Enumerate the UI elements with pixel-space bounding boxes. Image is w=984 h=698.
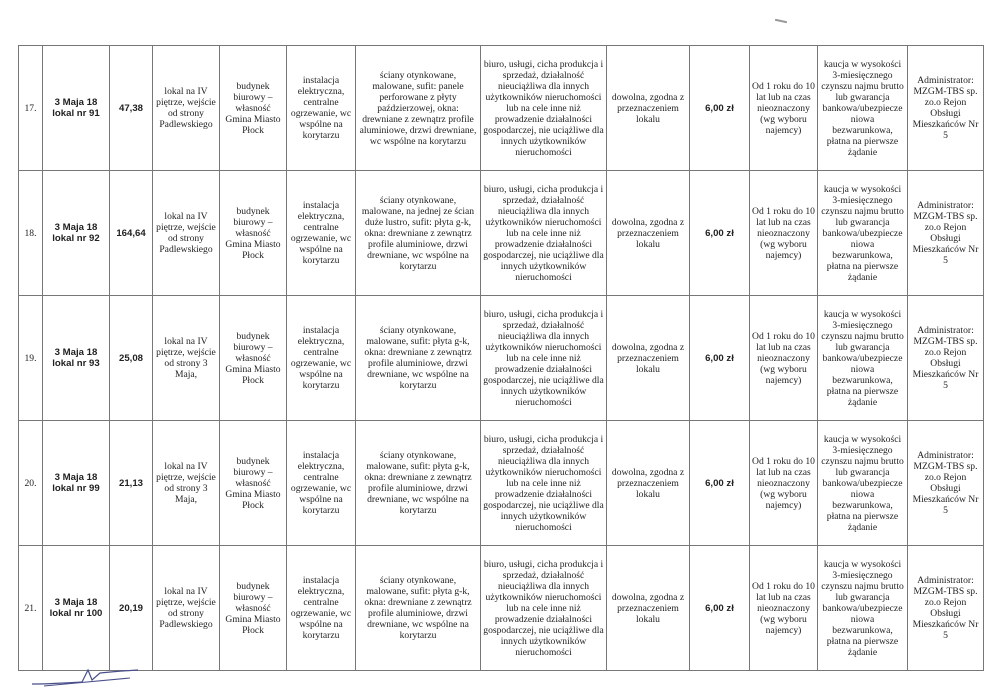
lease-period-cell: Od 1 roku do 10 lat lub na czas nieoznaczony (wg wyboru najemcy): [750, 421, 818, 546]
administrator-cell: Administrator: MZGM-TBS sp. zo.o Rejon Obsługi Mieszkańców Nr 5: [908, 171, 984, 296]
condition-cell: ściany otynkowane, malowane, sufit: płyta g-k, okna: drewniane z zewnątrz profile aluminiowe, drzwi drewniane, wc wspólne na korytarzu: [356, 546, 481, 671]
utilities-cell: instalacja elektryczna, centralne ogrzewanie, wc wspólne na korytarzu: [287, 171, 356, 296]
row-number: 19.: [19, 296, 43, 421]
row-number: 18.: [19, 171, 43, 296]
administrator-cell: Administrator: MZGM-TBS sp. zo.o Rejon Obsługi Mieszkańców Nr 5: [908, 546, 984, 671]
rent-cell: 6,00 zł: [690, 171, 750, 296]
location-cell: lokal na IV piętrze, wejście od strony Padlewskiego: [153, 46, 220, 171]
purpose-cell: biuro, usługi, cicha produkcja i sprzedaż, działalność nieuciążliwa dla innych użytkowników nieruchomości lub na cele inne niż prowadzenie działalności gospodarczej, nie uciążliwe dla innych użytkowników nieruchomości: [481, 546, 607, 671]
table-row: [19, 46, 984, 171]
lease-period-cell: Od 1 roku do 10 lat lub na czas nieoznaczony (wg wyboru najemcy): [750, 171, 818, 296]
address-cell: 3 Maja 18 lokal nr 92: [43, 171, 110, 296]
address-cell: 3 Maja 18 lokal nr 93: [43, 296, 110, 421]
deposit-cell: kaucja w wysokości 3-miesięcznego czynszu najmu brutto lub gwarancja bankowa/ubezpiecze niowa bezwarunkowa, płatna na pierwsze żądanie: [818, 421, 908, 546]
purpose-cell: biuro, usługi, cicha produkcja i sprzedaż, działalność nieuciążliwa dla innych użytkowników nieruchomości lub na cele inne niż prowadzenie działalności gospodarczej, nie uciążliwe dla innych użytkowników nieruchomości: [481, 46, 607, 171]
branch-cell: dowolna, zgodna z przeznaczeniem lokalu: [607, 296, 690, 421]
rent-cell: 6,00 zł: [690, 46, 750, 171]
condition-cell: ściany otynkowane, malowane, sufit: panele perforowane z płyty paździerzowej, okna: drewniane z zewnątrz profile aluminiowe, drzwi drewniane, wc wspólne na korytarzu: [356, 46, 481, 171]
area-cell: 21,13: [110, 421, 153, 546]
lease-period-cell: Od 1 roku do 10 lat lub na czas nieoznaczony (wg wyboru najemcy): [750, 546, 818, 671]
scan-mark: [775, 19, 787, 23]
location-cell: lokal na IV piętrze, wejście od strony Padlewskiego: [153, 171, 220, 296]
address-cell: 3 Maja 18 lokal nr 99: [43, 421, 110, 546]
condition-cell: ściany otynkowane, malowane, sufit: płyta g-k, okna: drewniane z zewnątrz profile aluminiowe, drzwi drewniane, wc wspólne na korytarzu: [356, 296, 481, 421]
row-number: 21.: [19, 546, 43, 671]
building-cell: budynek biurowy – własność Gmina Miasto Płock: [220, 171, 287, 296]
premises-table: [18, 45, 984, 671]
location-cell: lokal na IV piętrze, wejście od strony Padlewskiego: [153, 546, 220, 671]
purpose-cell: biuro, usługi, cicha produkcja i sprzedaż, działalność nieuciążliwa dla innych użytkowników nieruchomości lub na cele inne niż prowadzenie działalności gospodarczej, nie uciążliwe dla innych użytkowników nieruchomości: [481, 171, 607, 296]
administrator-cell: Administrator: MZGM-TBS sp. zo.o Rejon Obsługi Mieszkańców Nr 5: [908, 296, 984, 421]
deposit-cell: kaucja w wysokości 3-miesięcznego czynszu najmu brutto lub gwarancja bankowa/ubezpiecze niowa bezwarunkowa, płatna na pierwsze żądanie: [818, 171, 908, 296]
branch-cell: dowolna, zgodna z przeznaczeniem lokalu: [607, 171, 690, 296]
rent-cell: 6,00 zł: [690, 296, 750, 421]
branch-cell: dowolna, zgodna z przeznaczeniem lokalu: [607, 546, 690, 671]
area-cell: 164,64: [110, 171, 153, 296]
building-cell: budynek biurowy – własność Gmina Miasto Płock: [220, 546, 287, 671]
deposit-cell: kaucja w wysokości 3-miesięcznego czynszu najmu brutto lub gwarancja bankowa/ubezpiecze niowa bezwarunkowa, płatna na pierwsze żądanie: [818, 46, 908, 171]
administrator-cell: Administrator: MZGM-TBS sp. zo.o Rejon Obsługi Mieszkańców Nr 5: [908, 46, 984, 171]
table-row: [19, 296, 984, 421]
condition-cell: ściany otynkowane, malowane, sufit: płyta g-k, okna: drewniane z zewnątrz profile aluminiowe, drzwi drewniane, wc wspólne na korytarzu: [356, 421, 481, 546]
purpose-cell: biuro, usługi, cicha produkcja i sprzedaż, działalność nieuciążliwa dla innych użytkowników nieruchomości lub na cele inne niż prowadzenie działalności gospodarczej, nie uciążliwe dla innych użytkowników nieruchomości: [481, 421, 607, 546]
row-number: 20.: [19, 421, 43, 546]
signature-icon: [30, 660, 140, 690]
utilities-cell: instalacja elektryczna, centralne ogrzewanie, wc wspólne na korytarzu: [287, 296, 356, 421]
deposit-cell: kaucja w wysokości 3-miesięcznego czynszu najmu brutto lub gwarancja bankowa/ubezpiecze niowa bezwarunkowa, płatna na pierwsze żądanie: [818, 296, 908, 421]
table-row: [19, 546, 984, 671]
branch-cell: dowolna, zgodna z przeznaczeniem lokalu: [607, 421, 690, 546]
table-row: [19, 421, 984, 546]
utilities-cell: instalacja elektryczna, centralne ogrzewanie, wc wspólne na korytarzu: [287, 421, 356, 546]
building-cell: budynek biurowy – własność Gmina Miasto Płock: [220, 296, 287, 421]
deposit-cell: kaucja w wysokości 3-miesięcznego czynszu najmu brutto lub gwarancja bankowa/ubezpiecze niowa bezwarunkowa, płatna na pierwsze żądanie: [818, 546, 908, 671]
building-cell: budynek biurowy – własność Gmina Miasto Płock: [220, 46, 287, 171]
table-row: [19, 171, 984, 296]
branch-cell: dowolna, zgodna z przeznaczeniem lokalu: [607, 46, 690, 171]
location-cell: lokal na IV piętrze, wejście od strony 3 Maja,: [153, 421, 220, 546]
utilities-cell: instalacja elektryczna, centralne ogrzewanie, wc wspólne na korytarzu: [287, 46, 356, 171]
utilities-cell: instalacja elektryczna, centralne ogrzewanie, wc wspólne na korytarzu: [287, 546, 356, 671]
area-cell: 20,19: [110, 546, 153, 671]
area-cell: 25,08: [110, 296, 153, 421]
row-number: 17.: [19, 46, 43, 171]
administrator-cell: Administrator: MZGM-TBS sp. zo.o Rejon Obsługi Mieszkańców Nr 5: [908, 421, 984, 546]
address-cell: 3 Maja 18 lokal nr 100: [43, 546, 110, 671]
building-cell: budynek biurowy – własność Gmina Miasto Płock: [220, 421, 287, 546]
condition-cell: ściany otynkowane, malowane, na jednej ze ścian duże lustro, sufit: płyta g-k, okna: drewniane z zewnątrz profile aluminiowe, drzwi drewniane, wc wspólne na korytarzu: [356, 171, 481, 296]
area-cell: 47,38: [110, 46, 153, 171]
location-cell: lokal na IV piętrze, wejście od strony 3 Maja,: [153, 296, 220, 421]
lease-period-cell: Od 1 roku do 10 lat lub na czas nieoznaczony (wg wyboru najemcy): [750, 296, 818, 421]
purpose-cell: biuro, usługi, cicha produkcja i sprzedaż, działalność nieuciążliwa dla innych użytkowników nieruchomości lub na cele inne niż prowadzenie działalności gospodarczej, nie uciążliwe dla innych użytkowników nieruchomości: [481, 296, 607, 421]
lease-period-cell: Od 1 roku do 10 lat lub na czas nieoznaczony (wg wyboru najemcy): [750, 46, 818, 171]
rent-cell: 6,00 zł: [690, 421, 750, 546]
address-cell: 3 Maja 18 lokal nr 91: [43, 46, 110, 171]
rent-cell: 6,00 zł: [690, 546, 750, 671]
